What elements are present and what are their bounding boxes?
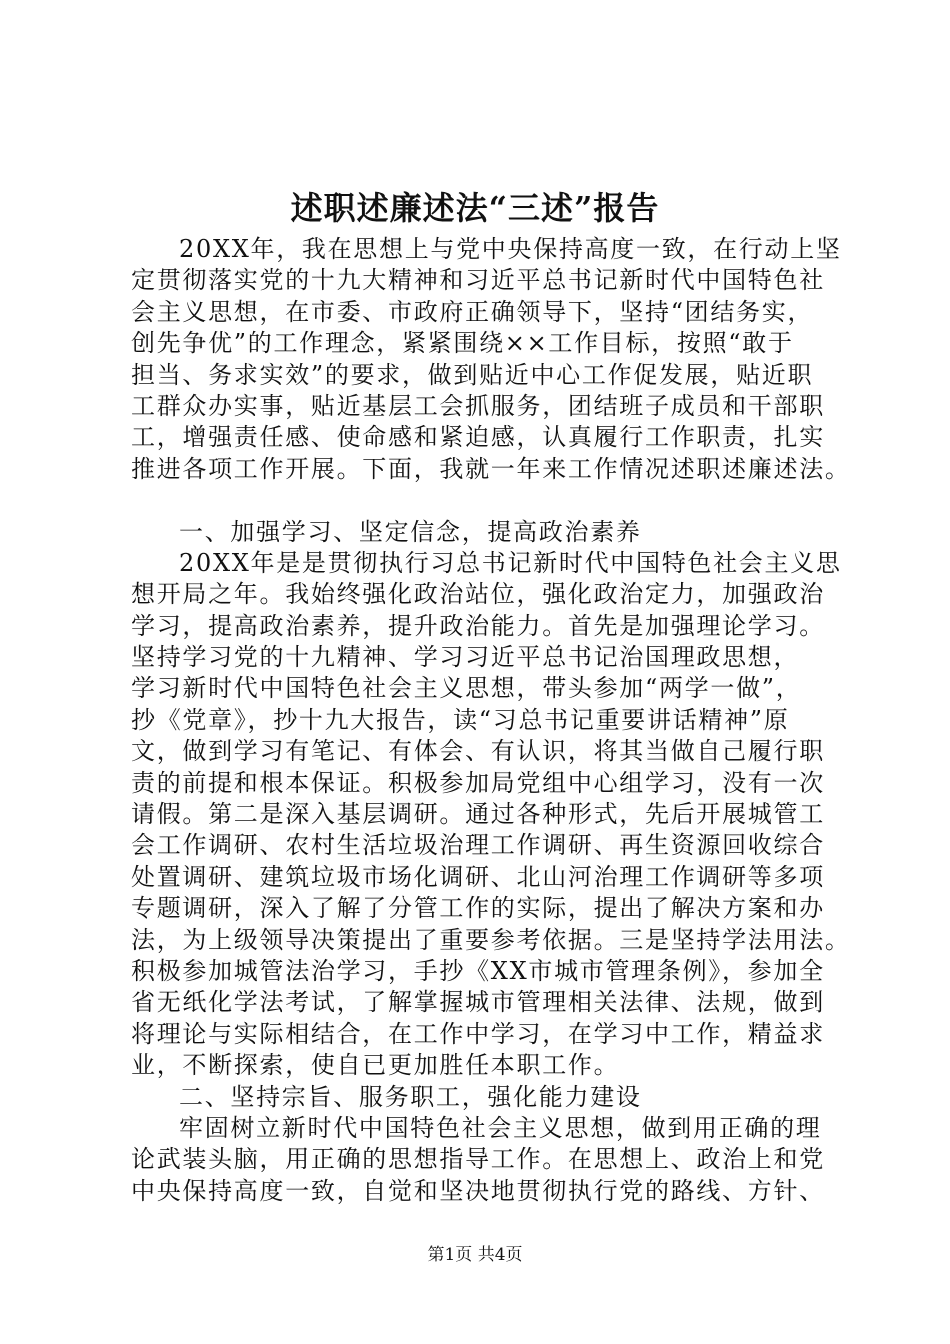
paragraph-line: 学习，提高政治素养，提升政治能力。首先是加强理论学习。 [131, 611, 825, 640]
paragraph-line: 业，不断探索，使自已更加胜任本职工作。 [131, 1051, 620, 1080]
section-heading: 二、坚持宗旨、服务职工，强化能力建设 [179, 1082, 642, 1111]
paragraph-line: 文，做到学习有笔记、有体会、有认识，将其当做自己履行职 [131, 737, 825, 766]
paragraph-line: 定贯彻落实党的十九大精神和习近平总书记新时代中国特色社 [131, 266, 825, 295]
paragraph-line: 想开局之年。我始终强化政治站位，强化政治定力，加强政治 [131, 580, 825, 609]
paragraph-line: 学习新时代中国特色社会主义思想，带头参加“两学一做”， [131, 674, 802, 703]
paragraph-line: 20XX年，我在思想上与党中央保持高度一致，在行动上坚 [179, 235, 842, 263]
paragraph-line: 将理论与实际相结合，在工作中学习，在学习中工作，精益求 [131, 1019, 825, 1048]
paragraph-line: 推进各项工作开展。下面，我就一年来工作情况述职述廉述法。 [131, 454, 851, 483]
paragraph-line: 请假。第二是深入基层调研。通过各种形式，先后开展城管工 [131, 800, 825, 829]
paragraph-line: 中央保持高度一致，自觉和坚决地贯彻执行党的路线、方针、 [131, 1176, 825, 1205]
paragraph-line: 工群众办实事，贴近基层工会抓服务，团结班子成员和干部职 [131, 391, 825, 420]
paragraph-line: 20XX年是是贯彻执行习总书记新时代中国特色社会主义思 [179, 548, 842, 577]
document-title: 述职述廉述法“三述”报告 [290, 189, 660, 227]
paragraph-line: 省无纸化学法考试，了解掌握城市管理相关法律、法规，做到 [131, 988, 825, 1017]
paragraph-line: 论武装头脑，用正确的思想指导工作。在思想上、政治上和党 [131, 1145, 825, 1174]
section-heading: 一、加强学习、坚定信念，提高政治素养 [179, 517, 642, 546]
paragraph-line: 牢固树立新时代中国特色社会主义思想，做到用正确的理 [179, 1113, 822, 1142]
paragraph-line: 专题调研，深入了解了分管工作的实际，提出了解决方案和办 [131, 894, 825, 923]
paragraph-line: 抄《党章》，抄十九大报告，读“习总书记重要讲话精神”原 [131, 705, 790, 734]
paragraph-line: 会工作调研、农村生活垃圾治理工作调研、再生资源回收综合 [131, 831, 825, 860]
document-body [131, 234, 851, 1207]
paragraph-line: 会主义思想，在市委、市政府正确领导下，坚持“团结务实， [131, 297, 814, 326]
paragraph-line: 创先争优”的工作理念，紧紧围绕××工作目标，按照“敢于 [131, 329, 794, 358]
page-number-footer: 第1页 共4页 [427, 1245, 523, 1265]
paragraph-line: 担当、务求实效”的要求，做到贴近中心工作促发展，贴近职 [131, 360, 814, 389]
paragraph-line: 责的前提和根本保证。积极参加局党组中心组学习，没有一次 [131, 768, 825, 797]
paragraph-line: 处置调研、建筑垃圾市场化调研、北山河治理工作调研等多项 [131, 862, 825, 891]
paragraph-line: 坚持学习党的十九精神、学习习近平总书记治国理政思想， [131, 643, 800, 672]
paragraph-line: 积极参加城管法治学习，手抄《XX市城市管理条例》，参加全 [131, 956, 825, 985]
blank-line [131, 485, 846, 516]
paragraph-line: 法，为上级领导决策提出了重要参考依据。三是坚持学法用法。 [131, 925, 851, 954]
paragraph-line: 工，增强责任感、使命感和紧迫感，认真履行工作职责，扎实 [131, 423, 825, 452]
